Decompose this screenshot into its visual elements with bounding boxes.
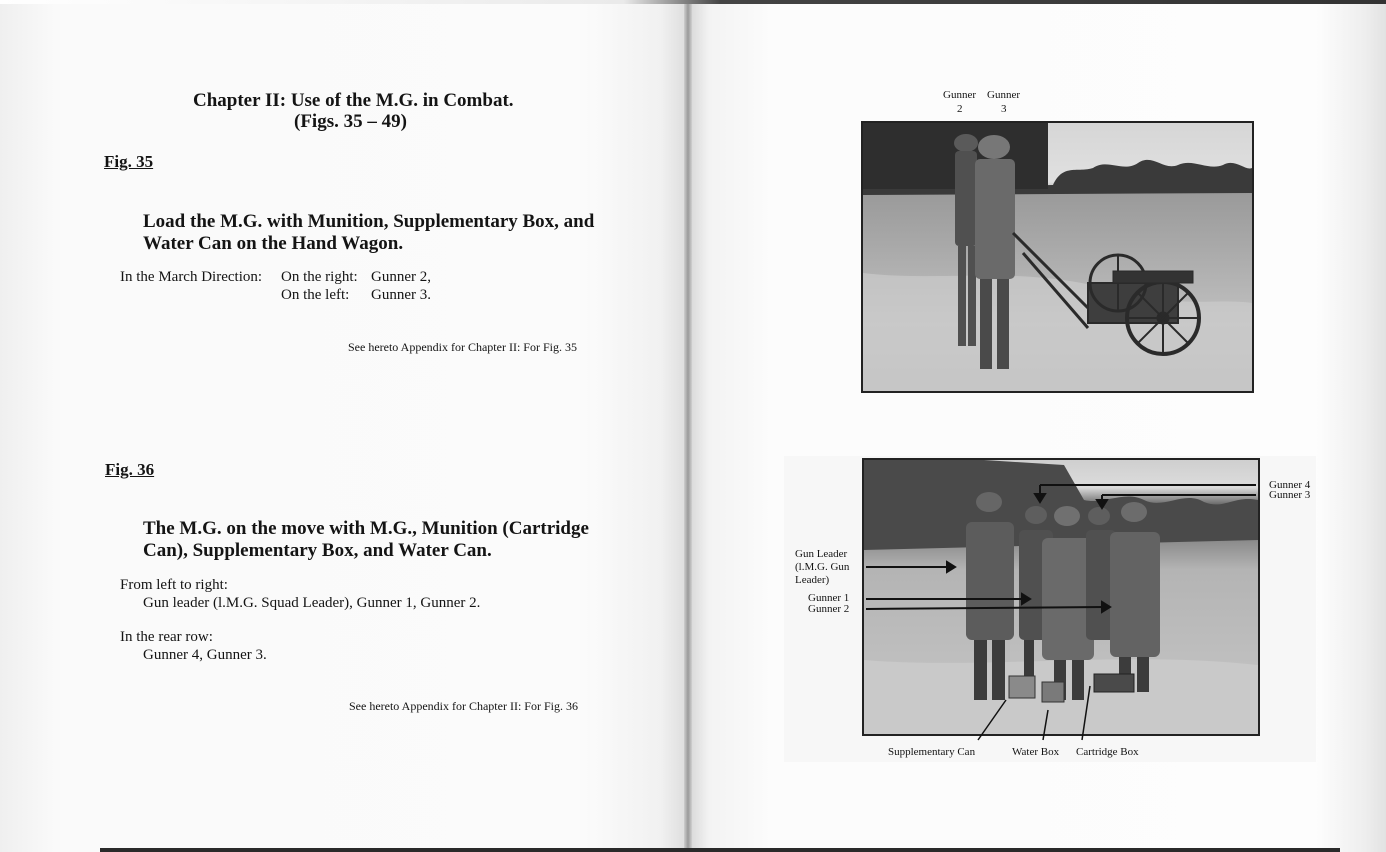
fig35-appendix-note: See hereto Appendix for Chapter II: For Fig. 35 — [348, 340, 577, 354]
label-gunner-4: Gunner 4 — [1269, 479, 1311, 491]
fig36-heading-line2: Can), Supplementary Box, and Water Can. — [143, 540, 492, 561]
fig35-direction-label: In the March Direction: — [120, 269, 263, 285]
fig35-right-value: Gunner 2, — [371, 269, 431, 285]
label-gun-leader-line3: Leader) — [795, 574, 830, 586]
photo2-label-lines — [784, 456, 1316, 762]
fig35-heading-line2: Water Can on the Hand Wagon. — [143, 233, 404, 254]
photo1-illustration — [863, 123, 1252, 391]
label-cartridge-box: Cartridge Box — [1076, 746, 1139, 758]
fig35-heading-line1: Load the M.G. with Munition, Supplementary Box, and — [143, 211, 595, 232]
label-gunner-1: Gunner 1 — [808, 592, 850, 604]
fig35-left-value: Gunner 3. — [371, 287, 431, 303]
fig36-heading — [143, 518, 613, 562]
label-water-box: Water Box — [1012, 746, 1060, 758]
fig35-right-label: On the right: — [281, 269, 358, 285]
photo1-caption-gunner2-number: 2 — [957, 103, 963, 115]
fig35-heading — [143, 211, 613, 255]
fig35-label: Fig. 35 — [104, 152, 154, 171]
label-gun-leader-line1: Gun Leader — [795, 548, 848, 560]
fig36-label: Fig. 36 — [105, 460, 155, 479]
top-edge — [0, 0, 1386, 4]
label-supplementary-can: Supplementary Can — [888, 746, 976, 758]
label-gunner-3: Gunner 3 — [1269, 489, 1311, 501]
fig36-rear-value: Gunner 4, Gunner 3. — [143, 647, 267, 663]
photo1-caption-gunner2-word: Gunner — [943, 89, 976, 101]
photo-gunners-hand-wagon — [861, 121, 1254, 393]
fig36-rear-label: In the rear row: — [120, 629, 213, 645]
fig36-appendix-note: See hereto Appendix for Chapter II: For Fig. 36 — [349, 699, 578, 713]
fig35-left-label: On the left: — [281, 287, 350, 303]
fig36-order-value: Gun leader (l.M.G. Squad Leader), Gunner 1, Gunner 2. — [143, 595, 481, 611]
photo1-caption-gunner3-number: 3 — [1001, 103, 1007, 115]
label-gunner-2: Gunner 2 — [808, 603, 850, 615]
chapter-title: Chapter II: Use of the M.G. in Combat. — [193, 90, 514, 111]
photo1-caption-gunner3-word: Gunner — [987, 89, 1020, 101]
label-gun-leader-line2: (l.M.G. Gun — [795, 561, 850, 573]
bottom-edge — [100, 848, 1340, 852]
fig36-order-label: From left to right: — [120, 577, 228, 593]
chapter-figs: (Figs. 35 – 49) — [294, 111, 407, 132]
fig36-heading-line1: The M.G. on the move with M.G., Munition (Cartridge — [143, 518, 589, 539]
book-spine — [684, 0, 692, 852]
